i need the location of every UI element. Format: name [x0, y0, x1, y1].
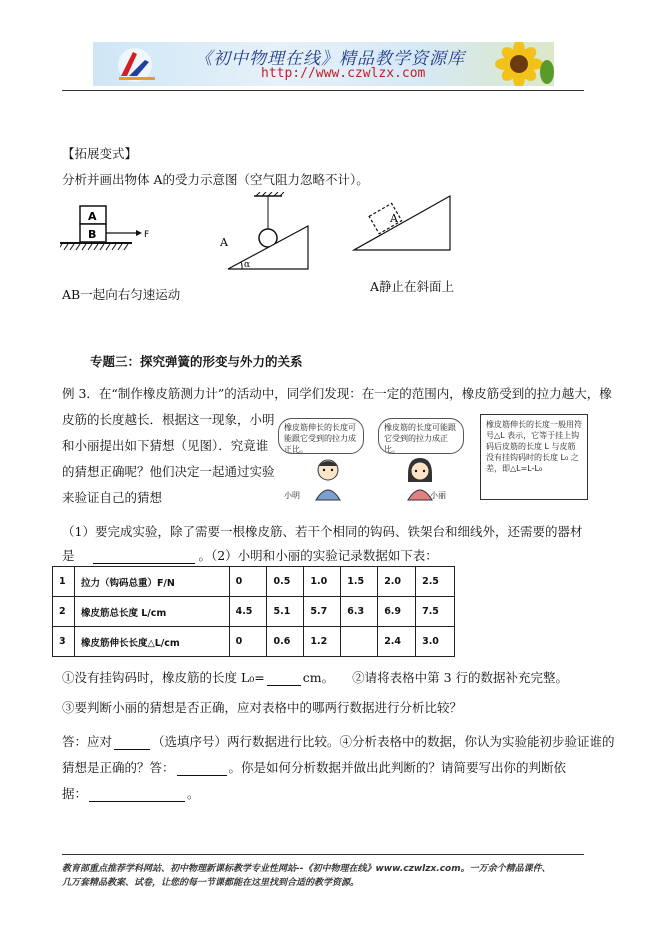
- l0-answer-blank[interactable]: [267, 672, 301, 686]
- sunflower-icon: [479, 42, 554, 86]
- example-line-1: 例 3．在“制作橡皮筋测力计”的活动中，同学们发现：在一定的范围内，橡皮筋受到的拉力越大，橡: [62, 386, 612, 401]
- footer-line-2: 几万套精品教案、试卷，让您的每一节课都能在这里找到合适的教学资源。: [62, 878, 360, 888]
- q-a-post: cm。: [302, 670, 335, 685]
- table-cell: 2.0: [378, 567, 416, 597]
- rows-answer-blank[interactable]: [114, 736, 150, 750]
- table-row: [53, 627, 455, 657]
- row-label: 橡皮筋总长度 L/cm: [74, 597, 229, 627]
- q-line-e: [62, 758, 566, 776]
- q1-line-2: [62, 546, 438, 564]
- table-cell: 6.9: [378, 597, 416, 627]
- fig3-label-a: A: [390, 212, 398, 225]
- q-line-a: [62, 668, 568, 686]
- table-cell: 5.1: [267, 597, 304, 627]
- example-line-4: 的猜想正确呢？他们决定一起通过实验: [62, 464, 275, 479]
- bubble-text-xiaoming: 橡皮筋伸长的长度可能跟它受到的拉力成正比。: [284, 423, 356, 454]
- fig2-label-a: A: [220, 236, 228, 249]
- q1-line-2-post: 。（2）小明和小丽的实验记录数据如下表：: [198, 548, 438, 563]
- table-cell: 6.3: [341, 597, 378, 627]
- fig1-label-f: F: [144, 230, 150, 240]
- fig1-label-b: B: [88, 228, 97, 241]
- row-label: 橡皮筋伸长长度△L/cm: [74, 627, 229, 657]
- topic-title: 专题三：探究弹簧的形变与外力的关系: [90, 354, 303, 369]
- q-e-pre: 猜想是正确的？答：: [62, 760, 175, 775]
- row-number: 1: [53, 567, 75, 597]
- table-cell: 0.6: [267, 627, 304, 657]
- section-heading: 【拓展变式】: [62, 146, 138, 161]
- fig1-label-a: A: [88, 210, 97, 223]
- speech-bubble-xiaoli: [378, 418, 464, 454]
- table-cell: 0.5: [267, 567, 304, 597]
- row-label: 拉力（钩码总重）F/N: [74, 567, 229, 597]
- table-row: [53, 567, 455, 597]
- q-b: ②请将表格中第 3 行的数据补充完整。: [352, 670, 569, 685]
- figure-ball-on-incline: [218, 192, 318, 274]
- instruction-text: 分析并画出物体 A的受力示意图（空气阻力忽略不计）。: [62, 172, 369, 187]
- table-cell: 5.7: [304, 597, 341, 627]
- q-line-f: [62, 784, 200, 802]
- q-e-post: 。你是如何分析数据并做出此判断的？请简要写出你的判断依: [228, 760, 567, 775]
- table-cell: 0: [229, 627, 267, 657]
- whose-answer-blank[interactable]: [177, 762, 227, 776]
- missing-value-cell[interactable]: [341, 627, 378, 657]
- speech-bubble-xiaoming: [278, 418, 364, 454]
- name-xiaoming: 小明: [284, 491, 300, 500]
- q-line-c: ③要判断小丽的猜想是否正确，应对表格中的哪两行数据进行分析比较？: [62, 700, 463, 715]
- q1-line-1: （1）要完成实验，除了需要一根橡皮筋、若干个相同的钩码、铁架台和细线外，还需要的器材: [62, 524, 583, 539]
- header-rule: [62, 90, 584, 91]
- example-line-5: 来验证自己的猜想: [62, 490, 163, 505]
- q-f-pre: 据：: [62, 786, 88, 801]
- fig1-caption: AB一起向右匀速运动: [62, 287, 181, 302]
- q-f-post: 。: [187, 786, 200, 801]
- table-cell: 0: [229, 567, 267, 597]
- row-number: 3: [53, 627, 75, 657]
- table-cell: 7.5: [416, 597, 455, 627]
- hypothesis-illustration: [278, 414, 588, 504]
- logo-icon: [111, 46, 171, 84]
- data-table: [52, 566, 455, 657]
- q-d-post: （选填序号）两行数据进行比较。④分析表格中的数据，你认为实验能初步验证谁的: [152, 734, 615, 749]
- table-cell: 3.0: [416, 627, 455, 657]
- q-a-pre: ①没有挂钩码时，橡皮筋的长度 L₀=: [62, 670, 265, 685]
- banner-url: http://www.czwlzx.com: [261, 66, 426, 81]
- fig2-label-alpha: α: [244, 260, 251, 270]
- q-d-pre: 答：应对: [62, 734, 113, 749]
- basis-answer-blank[interactable]: [89, 788, 185, 802]
- figure-stacked-blocks: [60, 198, 165, 258]
- boy-icon: [308, 456, 348, 502]
- row-number: 2: [53, 597, 75, 627]
- definition-note-text: 橡皮筋伸长的长度一般用符号△L 表示，它等于挂上钩码后皮筋的长度 L 与皮筋没有挂钩码时的长度 L₀ 之差，即△L=L-L₀: [486, 420, 582, 473]
- table-cell: 1.0: [304, 567, 341, 597]
- q1-line-2-pre: 是: [62, 548, 75, 563]
- table-cell: 1.5: [341, 567, 378, 597]
- example-line-3: 和小丽提出如下猜想（见图）．究竟谁: [62, 438, 269, 453]
- banner-title: 《初中物理在线》精品教学资源库: [195, 49, 465, 69]
- footer-rule: [62, 854, 584, 855]
- name-xiaoli: 小丽: [430, 491, 446, 500]
- header-banner: [93, 42, 554, 86]
- q-line-d: [62, 732, 615, 750]
- fig3-caption: A静止在斜面上: [370, 279, 455, 294]
- footer-line-1: 教育部重点推荐学科网站、初中物理新课标教学专业性网站--《初中物理在线》www.czwlzx.com。一万余个精品课件、: [62, 864, 551, 874]
- table-cell: 2.4: [378, 627, 416, 657]
- table-cell: 2.5: [416, 567, 455, 597]
- bubble-text-xiaoli: 橡皮筋的长度可能跟它受到的拉力成正比。: [384, 423, 456, 454]
- equipment-answer-blank[interactable]: [93, 550, 195, 564]
- table-cell: 1.2: [304, 627, 341, 657]
- table-cell: 4.5: [229, 597, 267, 627]
- table-row: [53, 597, 455, 627]
- definition-note-box: [480, 414, 588, 500]
- example-line-2: 皮筋的长度越长．根据这一现象，小明: [62, 412, 275, 427]
- figure-block-on-slope: [352, 194, 452, 254]
